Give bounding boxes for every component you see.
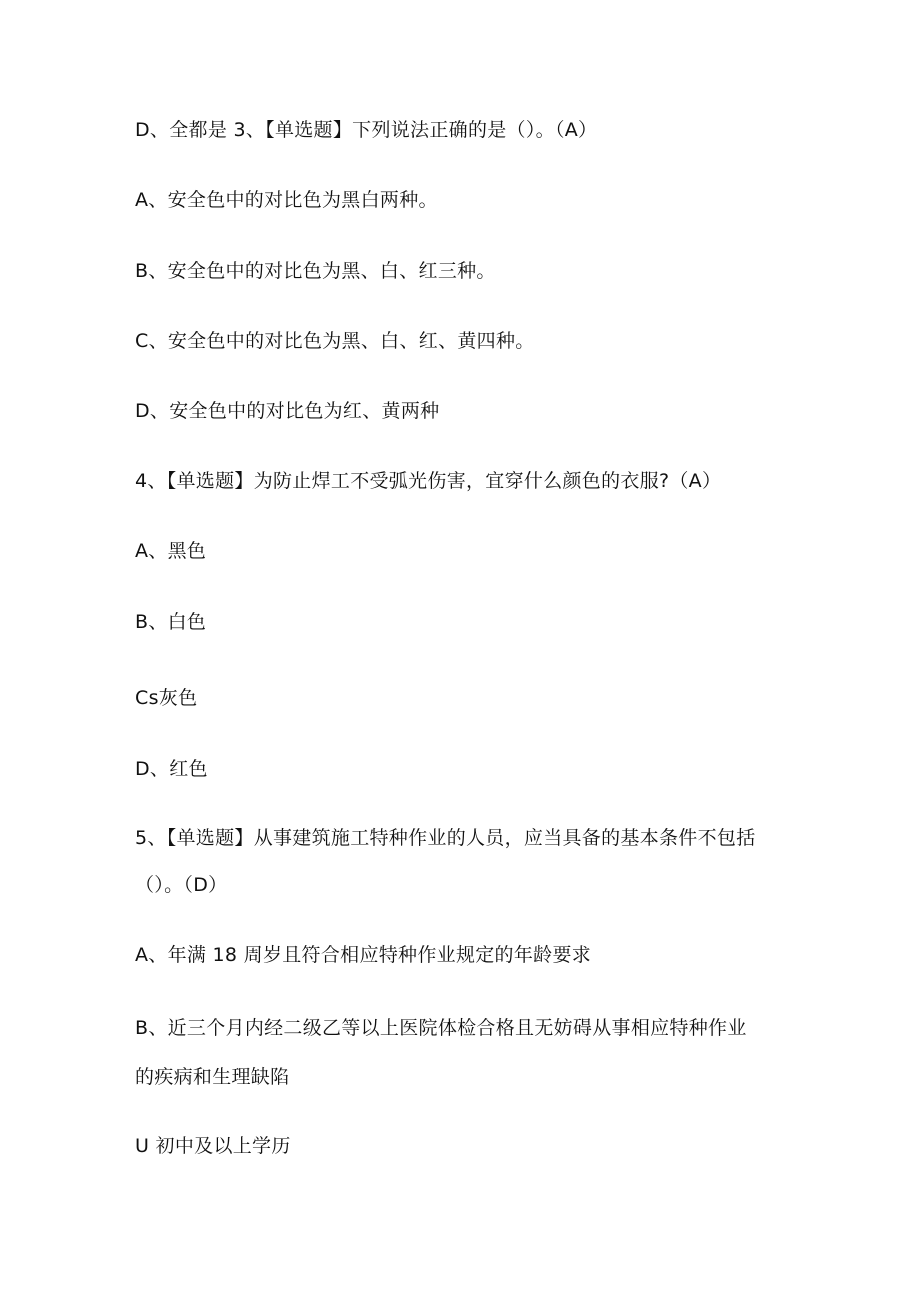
q3-option-a: A、安全色中的对比色为黑白两种。 xyxy=(135,189,438,211)
q4-option-b: B、白色 xyxy=(135,611,207,633)
q4-option-d: D、红色 xyxy=(135,758,208,780)
q3-option-d: D、安全色中的对比色为红、黄两种 xyxy=(135,400,440,422)
q3-option-b: B、安全色中的对比色为黑、白、红三种。 xyxy=(135,260,496,282)
q4-option-a: A、黑色 xyxy=(135,540,207,562)
q4-option-c: Cs灰色 xyxy=(135,687,198,709)
question-5: 5、【单选题】从事建筑施工特种作业的人员，应当具备的基本条件不包括 xyxy=(135,827,756,849)
q5-option-c: U 初中及以上学历 xyxy=(135,1135,291,1157)
q5-option-a: A、年满 18 周岁且符合相应特种作业规定的年龄要求 xyxy=(135,944,592,966)
q5-option-b-continued: 的疾病和生理缺陷 xyxy=(135,1066,290,1088)
question-4: 4、【单选题】为防止焊工不受弧光伤害，宜穿什么颜色的衣服?（A） xyxy=(135,470,722,492)
option-d-and-question-3: D、全都是 3、【单选题】下列说法正确的是（）。（A） xyxy=(135,119,598,141)
q5-option-b: B、近三个月内经二级乙等以上医院体检合格且无妨碍从事相应特种作业 xyxy=(135,1017,747,1039)
q3-option-c: C、安全色中的对比色为黑、白、红、黄四种。 xyxy=(135,330,535,352)
question-5-continued: （）。（D） xyxy=(135,874,228,896)
